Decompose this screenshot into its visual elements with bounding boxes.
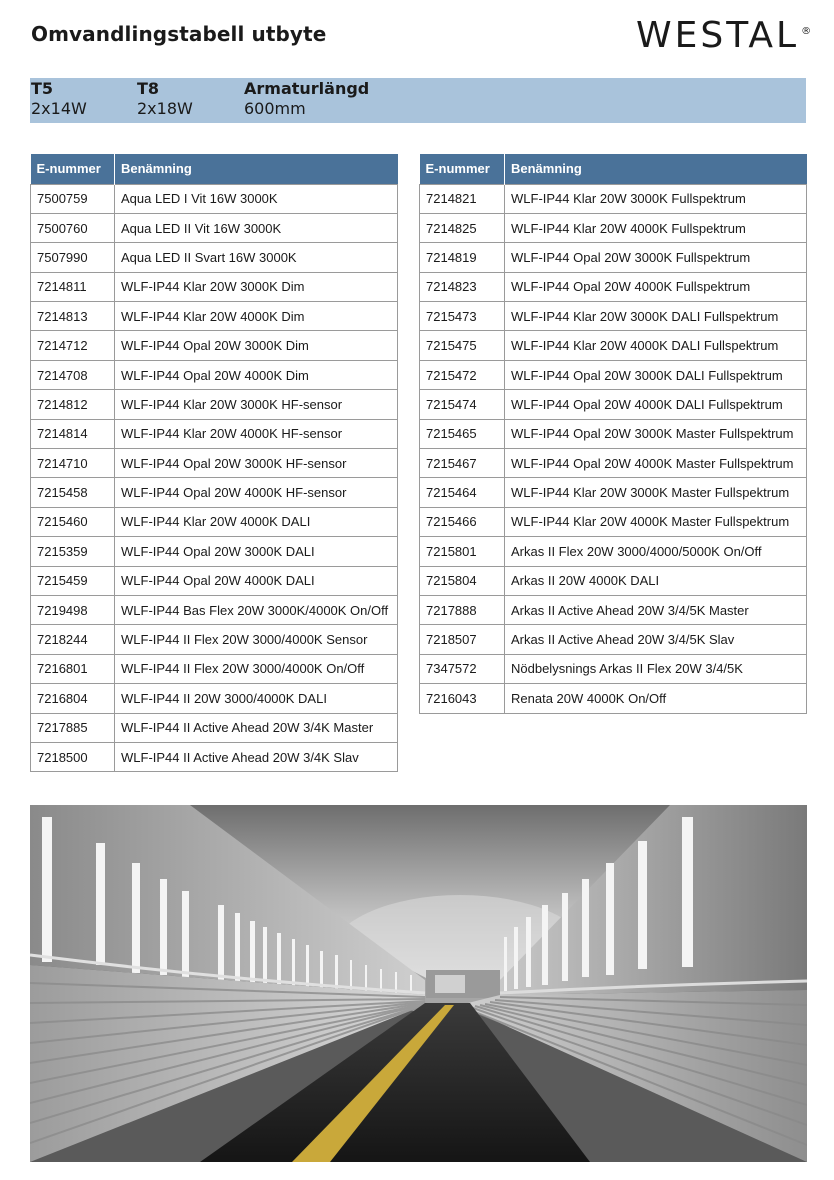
product-name-cell: Aqua LED I Vit 16W 3000K	[115, 184, 398, 213]
product-name-cell: WLF-IP44 II Active Ahead 20W 3/4K Slav	[115, 742, 398, 771]
table-row	[420, 213, 807, 242]
e-number-cell: 7215804	[420, 566, 505, 595]
e-number-cell: 7507990	[31, 243, 115, 272]
table-row	[420, 595, 807, 624]
product-name-cell: WLF-IP44 Klar 20W 4000K Dim	[115, 302, 398, 331]
registered-mark: ®	[801, 26, 812, 37]
product-name-cell: WLF-IP44 Opal 20W 3000K HF-sensor	[115, 449, 398, 478]
product-name-cell: WLF-IP44 II Flex 20W 3000/4000K Sensor	[115, 625, 398, 654]
table-row	[31, 654, 398, 683]
table-row	[420, 302, 807, 331]
e-number-cell: 7218244	[31, 625, 115, 654]
table-row	[31, 625, 398, 654]
product-name-cell: Aqua LED II Svart 16W 3000K	[115, 243, 398, 272]
e-number-cell: 7218500	[31, 742, 115, 771]
product-name-cell: WLF-IP44 II Flex 20W 3000/4000K On/Off	[115, 654, 398, 683]
product-name-cell: WLF-IP44 Klar 20W 4000K Fullspektrum	[505, 213, 807, 242]
e-number-cell: 7218507	[420, 625, 505, 654]
e-number-cell: 7217885	[31, 713, 115, 742]
e-number-cell: 7215466	[420, 507, 505, 536]
product-name-cell: WLF-IP44 Opal 20W 4000K DALI Fullspektrum	[505, 390, 807, 419]
table-row	[31, 537, 398, 566]
e-number-cell: 7215475	[420, 331, 505, 360]
e-number-cell: 7215465	[420, 419, 505, 448]
westal-logo	[636, 14, 816, 58]
spec-t5-label: T5	[31, 79, 54, 98]
spec-t5	[31, 79, 87, 119]
e-number-cell: 7215459	[31, 566, 115, 595]
product-name-cell: Arkas II 20W 4000K DALI	[505, 566, 807, 595]
product-name-cell: WLF-IP44 Opal 20W 3000K DALI	[115, 537, 398, 566]
table-row	[420, 449, 807, 478]
product-name-cell: WLF-IP44 Klar 20W 4000K Master Fullspektrum	[505, 507, 807, 536]
product-name-cell: WLF-IP44 Opal 20W 3000K Master Fullspektrum	[505, 419, 807, 448]
e-number-cell: 7215474	[420, 390, 505, 419]
column-header-name: Benämning	[115, 154, 398, 184]
product-name-cell: WLF-IP44 Klar 20W 4000K DALI	[115, 507, 398, 536]
e-number-cell: 7216804	[31, 684, 115, 713]
product-name-cell: Aqua LED II Vit 16W 3000K	[115, 213, 398, 242]
table-row	[420, 684, 807, 713]
table-row	[31, 419, 398, 448]
product-name-cell: WLF-IP44 Klar 20W 3000K DALI Fullspektrum	[505, 302, 807, 331]
table-row	[420, 184, 807, 213]
e-number-cell: 7214814	[31, 419, 115, 448]
table-row	[31, 360, 398, 389]
e-number-cell: 7219498	[31, 595, 115, 624]
tunnel-illustration	[30, 805, 807, 1162]
table-row	[31, 243, 398, 272]
product-name-cell: WLF-IP44 Opal 20W 3000K Dim	[115, 331, 398, 360]
tunnel-photo	[30, 805, 807, 1162]
product-name-cell: WLF-IP44 Opal 20W 4000K DALI	[115, 566, 398, 595]
product-name-cell: WLF-IP44 Opal 20W 4000K HF-sensor	[115, 478, 398, 507]
product-table-left-body	[31, 184, 398, 772]
table-header-row	[31, 154, 398, 184]
e-number-cell: 7215473	[420, 302, 505, 331]
product-name-cell: WLF-IP44 II 20W 3000/4000K DALI	[115, 684, 398, 713]
table-header-row	[420, 154, 807, 184]
page-title: Omvandlingstabell utbyte	[31, 22, 327, 46]
e-number-cell: 7215460	[31, 507, 115, 536]
spec-t5-value: 2x14W	[31, 99, 87, 118]
e-number-cell: 7214821	[420, 184, 505, 213]
e-number-cell: 7216801	[31, 654, 115, 683]
e-number-cell: 7215464	[420, 478, 505, 507]
table-row	[31, 595, 398, 624]
table-row	[420, 360, 807, 389]
column-header-number: E-nummer	[31, 154, 115, 184]
product-name-cell: WLF-IP44 Opal 20W 4000K Dim	[115, 360, 398, 389]
column-header-name: Benämning	[505, 154, 807, 184]
table-row	[420, 478, 807, 507]
product-table-right-body	[420, 184, 807, 713]
e-number-cell: 7214825	[420, 213, 505, 242]
product-name-cell: Arkas II Active Ahead 20W 3/4/5K Master	[505, 595, 807, 624]
e-number-cell: 7214710	[31, 449, 115, 478]
e-number-cell: 7215458	[31, 478, 115, 507]
e-number-cell: 7215467	[420, 449, 505, 478]
table-row	[420, 537, 807, 566]
e-number-cell: 7214712	[31, 331, 115, 360]
e-number-cell: 7500759	[31, 184, 115, 213]
product-name-cell: Arkas II Flex 20W 3000/4000/5000K On/Off	[505, 537, 807, 566]
product-name-cell: WLF-IP44 Opal 20W 4000K Fullspektrum	[505, 272, 807, 301]
spec-length-value: 600mm	[244, 99, 306, 118]
table-row	[420, 272, 807, 301]
e-number-cell: 7500760	[31, 213, 115, 242]
spec-length-label: Armaturlängd	[244, 79, 370, 98]
product-name-cell: WLF-IP44 II Active Ahead 20W 3/4K Master	[115, 713, 398, 742]
table-row	[31, 478, 398, 507]
spec-t8	[137, 79, 193, 119]
table-row	[420, 566, 807, 595]
table-row	[31, 684, 398, 713]
logo-text: WESTAL	[636, 15, 800, 56]
product-name-cell: WLF-IP44 Klar 20W 3000K HF-sensor	[115, 390, 398, 419]
table-row	[420, 507, 807, 536]
product-name-cell: WLF-IP44 Klar 20W 4000K DALI Fullspektrum	[505, 331, 807, 360]
e-number-cell: 7214812	[31, 390, 115, 419]
e-number-cell: 7214811	[31, 272, 115, 301]
product-name-cell: WLF-IP44 Klar 20W 4000K HF-sensor	[115, 419, 398, 448]
table-row	[31, 742, 398, 771]
table-row	[420, 331, 807, 360]
table-row	[31, 184, 398, 213]
table-row	[31, 331, 398, 360]
e-number-cell: 7216043	[420, 684, 505, 713]
spec-length	[244, 79, 369, 119]
table-row	[420, 625, 807, 654]
e-number-cell: 7215472	[420, 360, 505, 389]
e-number-cell: 7214823	[420, 272, 505, 301]
table-row	[31, 507, 398, 536]
table-row	[420, 654, 807, 683]
table-row	[31, 390, 398, 419]
e-number-cell: 7215359	[31, 537, 115, 566]
product-name-cell: WLF-IP44 Opal 20W 4000K Master Fullspektrum	[505, 449, 807, 478]
product-name-cell: Arkas II Active Ahead 20W 3/4/5K Slav	[505, 625, 807, 654]
spec-t8-value: 2x18W	[137, 99, 193, 118]
table-row	[420, 243, 807, 272]
table-row	[31, 302, 398, 331]
product-table-left	[30, 154, 398, 772]
e-number-cell: 7215801	[420, 537, 505, 566]
table-row	[31, 213, 398, 242]
spec-band	[30, 78, 806, 123]
product-name-cell: WLF-IP44 Klar 20W 3000K Dim	[115, 272, 398, 301]
e-number-cell: 7347572	[420, 654, 505, 683]
product-name-cell: WLF-IP44 Bas Flex 20W 3000K/4000K On/Off	[115, 595, 398, 624]
product-name-cell: WLF-IP44 Klar 20W 3000K Master Fullspektrum	[505, 478, 807, 507]
table-row	[420, 419, 807, 448]
table-row	[31, 449, 398, 478]
table-row	[31, 272, 398, 301]
column-header-number: E-nummer	[420, 154, 505, 184]
product-name-cell: WLF-IP44 Klar 20W 3000K Fullspektrum	[505, 184, 807, 213]
spec-t8-label: T8	[137, 79, 160, 98]
table-row	[31, 566, 398, 595]
product-name-cell: Renata 20W 4000K On/Off	[505, 684, 807, 713]
product-name-cell: WLF-IP44 Opal 20W 3000K DALI Fullspektrum	[505, 360, 807, 389]
product-name-cell: Nödbelysnings Arkas II Flex 20W 3/4/5K	[505, 654, 807, 683]
table-row	[31, 713, 398, 742]
product-name-cell: WLF-IP44 Opal 20W 3000K Fullspektrum	[505, 243, 807, 272]
e-number-cell: 7214708	[31, 360, 115, 389]
e-number-cell: 7214813	[31, 302, 115, 331]
product-table-right	[419, 154, 807, 714]
table-row	[420, 390, 807, 419]
e-number-cell: 7217888	[420, 595, 505, 624]
e-number-cell: 7214819	[420, 243, 505, 272]
